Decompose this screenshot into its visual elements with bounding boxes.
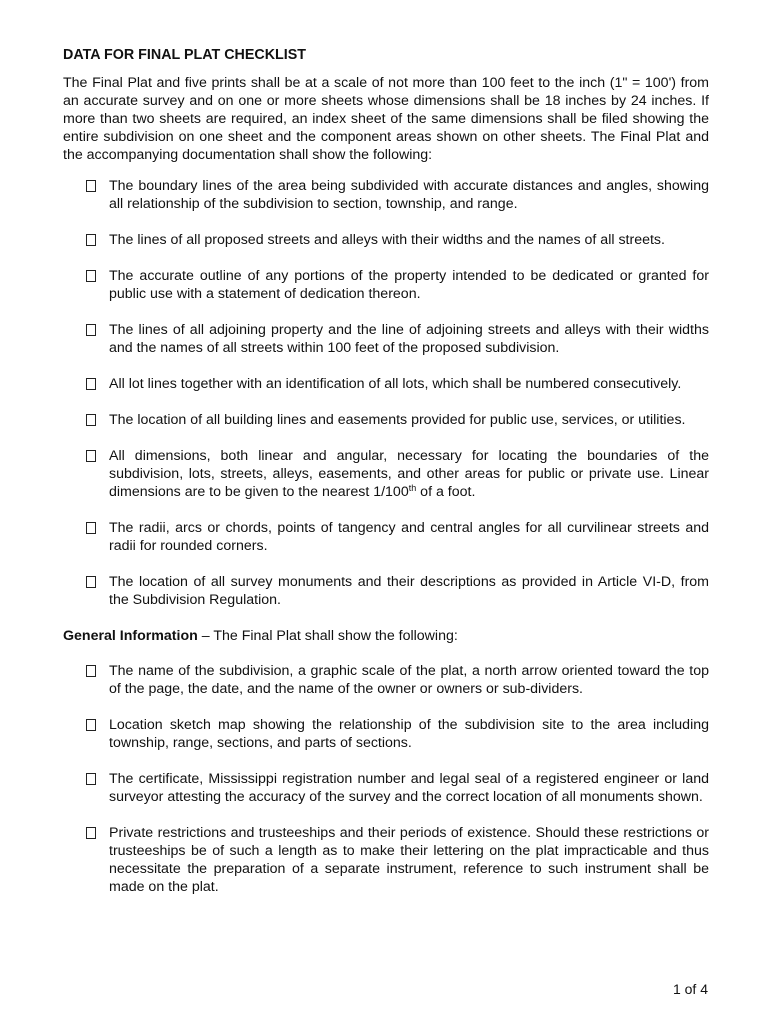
checkbox-icon[interactable] xyxy=(86,773,96,785)
checklist xyxy=(63,177,709,609)
checklist-item xyxy=(63,321,709,357)
checklist-item-text: The name of the subdivision, a graphic scale of the plat, a north arrow oriented toward the top of the page, the date, and the name of the owner or owners or sub-dividers. xyxy=(109,663,709,697)
checkbox-icon[interactable] xyxy=(86,234,96,246)
general-information-heading xyxy=(63,627,709,645)
checklist-item xyxy=(63,770,709,806)
checklist-item-text: Private restrictions and trusteeships and their periods of existence. Should these restrictions or trusteeships be of such a length as to make their lettering on the plat impracticable and thus necessitate the preparation of a separate instrument, reference to such instrument shall be made on the plat. xyxy=(109,825,709,895)
checklist-item-text: The lines of all proposed streets and alleys with their widths and the names of all streets. xyxy=(109,232,665,248)
checkbox-icon[interactable] xyxy=(86,719,96,731)
checklist-item-text: All lot lines together with an identification of all lots, which shall be numbered consecutively. xyxy=(109,376,682,392)
checkbox-icon[interactable] xyxy=(86,324,96,336)
checklist-item xyxy=(63,573,709,609)
checklist-item-text: The accurate outline of any portions of the property intended to be dedicated or granted for public use with a statement of dedication thereon. xyxy=(109,268,709,302)
checklist-item xyxy=(63,662,709,698)
checklist-item xyxy=(63,177,709,213)
section-heading-rest: – The Final Plat shall show the following: xyxy=(197,628,458,644)
checkbox-icon[interactable] xyxy=(86,414,96,426)
checklist-item-text: The lines of all adjoining property and the line of adjoining streets and alleys with their widths and the names of all streets within 100 feet of the proposed subdivision. xyxy=(109,322,709,356)
document-page xyxy=(63,46,709,914)
checkbox-icon[interactable] xyxy=(86,576,96,588)
checklist-item xyxy=(63,267,709,303)
superscript-th: th xyxy=(408,483,417,493)
intro-paragraph: The Final Plat and five prints shall be at a scale of not more than 100 feet to the inch (1" = 100') from an accurate survey and on one or more sheets whose dimensions shall be 18 inches by 24 inches. If more than two sheets are required, an index sheet of the same dimensions shall be filed showing the entire subdivision on one sheet and the component areas shown on other sheets. The Final Plat and the accompanying documentation shall show the following: xyxy=(63,75,709,163)
checklist-item xyxy=(63,411,709,429)
checklist-item xyxy=(63,375,709,393)
section-heading-bold: General Information xyxy=(63,628,198,644)
checkbox-icon[interactable] xyxy=(86,522,96,534)
checkbox-icon[interactable] xyxy=(86,270,96,282)
checklist-item-text: The location of all survey monuments and their descriptions as provided in Article VI-D, from the Subdivision Regulation. xyxy=(109,574,709,608)
checklist-item xyxy=(63,447,709,501)
checklist-item xyxy=(63,231,709,249)
checklist-item-text: The boundary lines of the area being subdivided with accurate distances and angles, showing all relationship of the subdivision to section, township, and range. xyxy=(109,178,709,212)
checkbox-icon[interactable] xyxy=(86,450,96,462)
page-number: 1 of 4 xyxy=(672,981,708,997)
document-title: DATA FOR FINAL PLAT CHECKLIST xyxy=(63,47,307,63)
general-checklist xyxy=(63,662,709,896)
checklist-item-text: Location sketch map showing the relationship of the subdivision site to the area including township, range, sections, and parts of sections. xyxy=(109,717,709,751)
checklist-item xyxy=(63,824,709,896)
checklist-item xyxy=(63,716,709,752)
checkbox-icon[interactable] xyxy=(86,180,96,192)
checklist-item-text: The location of all building lines and easements provided for public use, services, or utilities. xyxy=(109,412,686,428)
checkbox-icon[interactable] xyxy=(86,827,96,839)
checkbox-icon[interactable] xyxy=(86,665,96,677)
checklist-item-text: The radii, arcs or chords, points of tangency and central angles for all curvilinear streets and radii for rounded corners. xyxy=(109,520,709,554)
checklist-item xyxy=(63,519,709,555)
checklist-item-text: All dimensions, both linear and angular, necessary for locating the boundaries of the subdivision, lots, streets, alleys, easements, and other areas for public or private use. Linear dimensions are to be given to the nearest 1/100 xyxy=(109,448,709,500)
checklist-item-text-after: of a foot. xyxy=(416,484,476,500)
checkbox-icon[interactable] xyxy=(86,378,96,390)
checklist-item-text: The certificate, Mississippi registration number and legal seal of a registered engineer or land surveyor attesting the accuracy of the survey and the correct location of all monuments shown. xyxy=(109,771,709,805)
